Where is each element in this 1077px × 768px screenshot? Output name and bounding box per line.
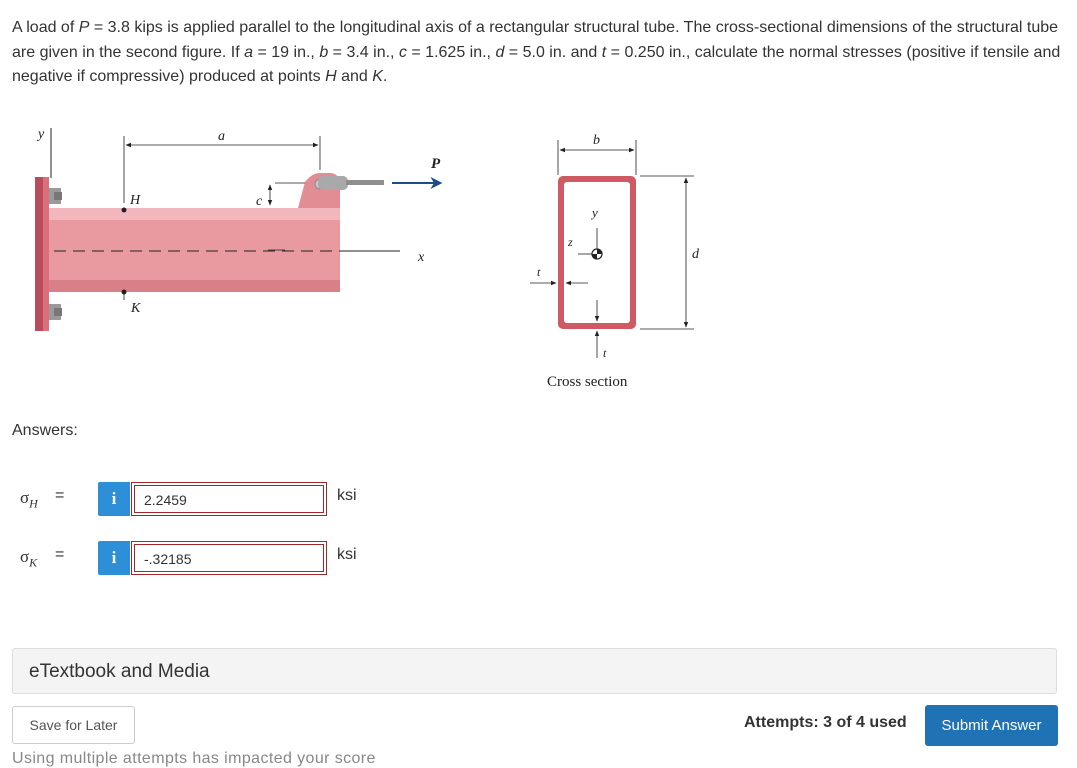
problem-statement: A load of P = 3.8 kips is applied parallel to the longitudinal axis of a rectangular structural tube. The cross-sectional dimensions of the structural tube are given in the second figure. If a = 19 in., b = 3.4 in., c = 1.625 in., d = 5.0 in. and t = 0.250 in., calculate the normal stresses (positive if tensile and negative if compressive) produced at points H and K. [12,19,1061,85]
x-axis-label: x [418,250,425,265]
attempts-counter: Attempts: 3 of 4 used [744,714,907,731]
dim-d-label: d [692,247,699,262]
etextbook-media-label[interactable]: eTextbook and Media [29,661,210,682]
tube-body [49,208,340,292]
answer-row-sigma-h: $\sigma_H$ = i 2.2459 ksi [0,482,400,516]
sigma-k-unit: ksi [337,546,357,563]
sigma-k-symbol: $\sigma_K$ [20,547,38,570]
submit-answer-button[interactable]: Submit Answer [925,705,1058,746]
t-left-label: t [537,265,541,279]
cs-y-label: y [592,205,598,220]
dim-b-label: b [593,133,600,148]
etextbook-media-panel[interactable] [12,648,1057,694]
rod [346,180,384,185]
dim-c-label: c [256,194,263,209]
clevis [318,176,348,190]
sigma-h-symbol: $\sigma_H$ [20,488,38,511]
y-axis-label: y [38,127,45,142]
point-h-label: H [130,193,141,208]
cross-section-caption: Cross section [547,374,628,390]
point-h [122,208,127,213]
point-k-label: K [131,301,141,316]
info-icon[interactable]: i [98,541,130,575]
answers-label: Answers: [12,422,78,439]
sigma-h-unit: ksi [337,487,357,504]
sigma-k-input[interactable]: -.32185 [131,541,327,575]
answer-row-sigma-k: $\sigma_K$ = i -.32185 ksi [0,541,400,575]
point-k [122,290,127,295]
cs-z-label: z [568,235,573,249]
info-icon[interactable]: i [98,482,130,516]
save-for-later-button[interactable]: Save for Later [12,706,135,744]
attempts-notice: Using multiple attempts has impacted your score [12,750,376,767]
dim-a-label: a [218,129,225,144]
load-label: P [431,156,441,172]
sigma-h-input[interactable]: 2.2459 [131,482,327,516]
t-bottom-label: t [603,346,607,360]
